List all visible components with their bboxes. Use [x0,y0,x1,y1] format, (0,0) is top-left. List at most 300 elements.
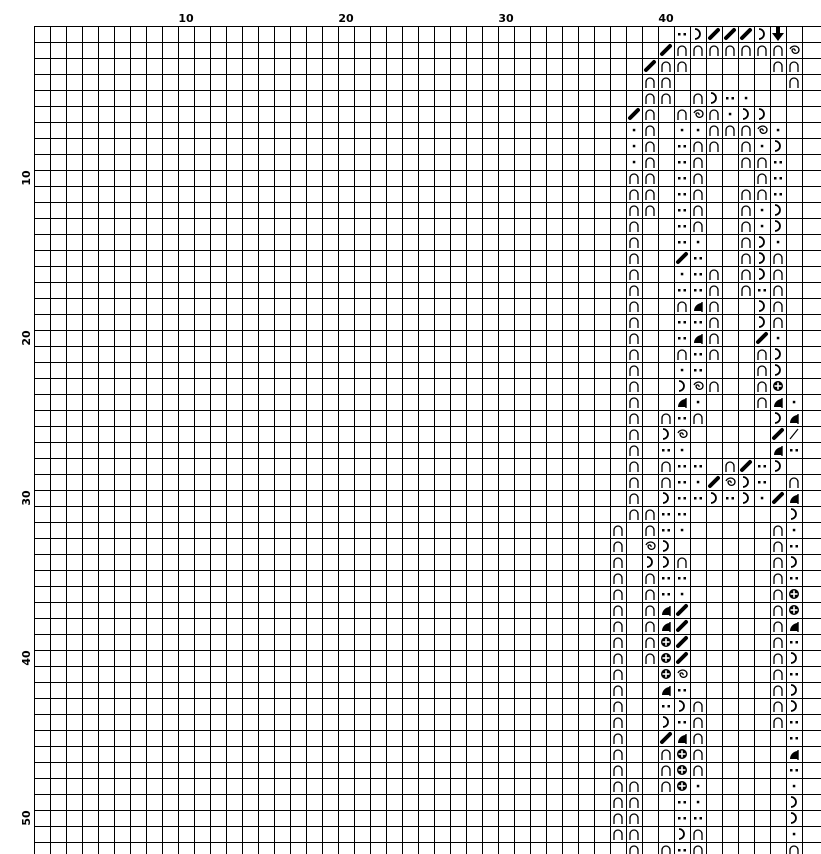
knit-arch-symbol [694,222,702,232]
knit-arch-symbol [774,62,782,72]
single-dot-symbol [761,145,764,148]
knit-arch-symbol [710,382,718,392]
knit-arch-symbol [614,622,622,632]
knit-arch-symbol [774,302,782,312]
knit-arch-symbol [662,62,670,72]
knit-arch-symbol [630,302,638,312]
row-number: 30 [20,490,33,506]
knit-arch-symbol [694,190,702,200]
knit-arch-symbol [630,510,638,520]
row-number: 50 [20,810,33,826]
circle-cross-symbol [677,781,687,791]
crescent-symbol [759,29,764,39]
single-dot-symbol [681,529,684,532]
knit-arch-symbol [694,94,702,104]
knit-arch-symbol [774,574,782,584]
knit-arch-symbol [614,542,622,552]
knit-arch-symbol [774,638,782,648]
knit-arch-symbol [614,718,622,728]
double-dot-symbol [678,337,686,340]
knit-arch-symbol [694,718,702,728]
knit-arch-symbol [630,270,638,280]
double-dot-symbol [694,289,702,292]
single-dot-symbol [697,401,700,404]
single-dot-symbol [697,785,700,788]
crescent-symbol [663,557,668,567]
crescent-symbol [647,557,652,567]
crescent-symbol [759,269,764,279]
crescent-symbol [695,29,700,39]
quarter-circle-symbol [662,622,670,632]
crescent-symbol [791,653,796,663]
circle-cross-symbol [789,589,799,599]
circle-cross-symbol [677,749,687,759]
knit-arch-symbol [614,574,622,584]
crescent-symbol [711,493,716,503]
quarter-circle-symbol [774,398,782,408]
double-dot-symbol [774,177,782,180]
row-number: 40 [20,650,33,666]
knit-arch-symbol [742,206,750,216]
knit-arch-symbol [614,590,622,600]
knit-arch-symbol [774,702,782,712]
crescent-symbol [759,301,764,311]
knit-arch-symbol [758,190,766,200]
single-dot-symbol [633,145,636,148]
knit-arch-symbol [774,590,782,600]
knit-arch-symbol [614,654,622,664]
slash-bar-symbol [774,430,782,438]
spiral-symbol [790,46,799,53]
crescent-symbol [679,701,684,711]
knit-arch-symbol [630,334,638,344]
double-dot-symbol [678,209,686,212]
double-dot-symbol [694,369,702,372]
knit-arch-symbol [774,686,782,696]
knit-arch-symbol [614,750,622,760]
quarter-circle-symbol [790,622,798,632]
knit-arch-symbol [742,190,750,200]
double-dot-symbol [678,321,686,324]
double-dot-symbol [678,817,686,820]
single-dot-symbol [777,337,780,340]
double-dot-symbol [678,225,686,228]
slash-bar-symbol [678,638,686,646]
single-dot-symbol [761,225,764,228]
knit-arch-symbol [742,286,750,296]
slash-bar-symbol [662,46,670,54]
knit-arch-symbol [774,558,782,568]
knit-arch-symbol [758,382,766,392]
single-dot-symbol [681,129,684,132]
arrow-down-icon [772,27,784,41]
knit-arch-symbol [678,302,686,312]
double-dot-symbol [758,289,766,292]
knit-arch-symbol [694,206,702,216]
double-dot-symbol [694,321,702,324]
knit-arch-symbol [774,718,782,728]
knit-arch-symbol [758,158,766,168]
knit-arch-symbol [630,206,638,216]
knit-arch-symbol [678,62,686,72]
knit-arch-symbol [646,206,654,216]
double-dot-symbol [662,513,670,516]
knit-arch-symbol [630,318,638,328]
double-dot-symbol [678,465,686,468]
knit-arch-symbol [678,350,686,360]
knit-arch-symbol [662,766,670,776]
knit-arch-symbol [630,190,638,200]
quarter-circle-symbol [662,686,670,696]
quarter-circle-symbol [678,734,686,744]
double-dot-symbol [694,273,702,276]
knit-arch-symbol [614,782,622,792]
knit-arch-symbol [726,462,734,472]
crescent-symbol [791,509,796,519]
single-dot-symbol [793,529,796,532]
crescent-symbol [759,253,764,263]
single-dot-symbol [633,129,636,132]
single-dot-symbol [793,833,796,836]
crescent-symbol [791,701,796,711]
quarter-circle-symbol [774,446,782,456]
knit-arch-symbol [790,846,798,854]
knit-arch-symbol [646,590,654,600]
crescent-symbol [775,365,780,375]
knit-arch-symbol [774,542,782,552]
knit-arch-symbol [646,126,654,136]
double-dot-symbol [678,241,686,244]
knit-arch-symbol [614,558,622,568]
crescent-symbol [791,813,796,823]
double-dot-symbol [662,593,670,596]
circle-cross-symbol [677,765,687,775]
crescent-symbol [663,493,668,503]
single-dot-symbol [681,593,684,596]
crescent-symbol [743,493,748,503]
double-dot-symbol [790,769,798,772]
knit-arch-symbol [742,158,750,168]
slash-bar-symbol [758,334,766,342]
double-dot-symbol [678,193,686,196]
column-number: 40 [658,12,674,25]
knit-arch-symbol [646,174,654,184]
knit-arch-symbol [662,750,670,760]
knit-arch-symbol [694,750,702,760]
knit-arch-symbol [774,526,782,536]
knit-arch-symbol [614,638,622,648]
knit-arch-symbol [774,622,782,632]
crescent-symbol [663,429,668,439]
knit-arch-symbol [710,302,718,312]
knit-arch-symbol [742,46,750,56]
double-dot-symbol [694,817,702,820]
double-dot-symbol [790,737,798,740]
slash-bar-symbol [742,30,750,38]
single-dot-symbol [761,497,764,500]
circle-cross-symbol [661,669,671,679]
knit-arch-symbol [630,494,638,504]
circle-cross-symbol [773,381,783,391]
slash-bar-symbol [710,478,718,486]
knit-arch-symbol [774,270,782,280]
double-dot-symbol [678,161,686,164]
single-dot-symbol [777,241,780,244]
quarter-circle-symbol [790,750,798,760]
double-dot-symbol [678,577,686,580]
column-number: 20 [338,12,354,25]
knit-arch-symbol [694,142,702,152]
knit-arch-symbol [630,782,638,792]
knit-arch-symbol [630,174,638,184]
knit-arch-symbol [710,142,718,152]
knit-arch-symbol [630,846,638,854]
double-dot-symbol [726,497,734,500]
crescent-symbol [775,221,780,231]
crescent-symbol [759,237,764,247]
single-dot-symbol [793,401,796,404]
knit-arch-symbol [678,558,686,568]
single-dot-symbol [697,129,700,132]
slash-bar-symbol [726,30,734,38]
knit-arch-symbol [646,78,654,88]
knit-arch-symbol [758,46,766,56]
knit-arch-symbol [630,286,638,296]
knit-arch-symbol [646,526,654,536]
double-dot-symbol [774,193,782,196]
spiral-symbol [726,478,735,485]
double-dot-symbol [774,161,782,164]
knit-arch-symbol [726,126,734,136]
knit-arch-symbol [694,46,702,56]
double-dot-symbol [758,481,766,484]
double-dot-symbol [678,801,686,804]
knit-arch-symbol [710,126,718,136]
knit-arch-symbol [678,110,686,120]
crescent-symbol [663,541,668,551]
knit-arch-symbol [662,78,670,88]
double-dot-symbol [662,449,670,452]
circle-cross-symbol [661,653,671,663]
knit-arch-symbol [662,94,670,104]
knit-arch-symbol [646,638,654,648]
double-dot-symbol [662,529,670,532]
knit-arch-symbol [646,622,654,632]
knit-arch-symbol [646,510,654,520]
single-dot-symbol [697,241,700,244]
double-dot-symbol [678,33,686,36]
single-dot-symbol [777,129,780,132]
knit-arch-symbol [630,798,638,808]
double-dot-symbol [662,705,670,708]
spiral-symbol [694,382,703,389]
knit-arch-symbol [630,366,638,376]
knit-arch-symbol [678,46,686,56]
slash-bar-symbol [662,734,670,742]
column-number-labels [178,12,674,25]
knit-arch-symbol [662,462,670,472]
slash-bar-symbol [630,110,638,118]
slash-bar-symbol [742,462,750,470]
quarter-circle-symbol [678,398,686,408]
knit-arch-symbol [630,222,638,232]
slash-bar-symbol [646,62,654,70]
double-dot-symbol [694,465,702,468]
double-dot-symbol [678,849,686,852]
single-dot-symbol [697,801,700,804]
knit-arch-symbol [662,478,670,488]
knit-arch-symbol [646,158,654,168]
column-number: 10 [178,12,194,25]
single-dot-symbol [681,273,684,276]
knit-arch-symbol [614,766,622,776]
double-dot-symbol [694,257,702,260]
knit-arch-symbol [646,142,654,152]
single-dot-symbol [793,785,796,788]
single-dot-symbol [633,161,636,164]
knit-arch-symbol [630,830,638,840]
double-dot-symbol [678,721,686,724]
double-dot-symbol [790,673,798,676]
knit-arch-symbol [646,110,654,120]
crescent-symbol [775,413,780,423]
slash-bar-symbol [710,30,718,38]
knit-arch-symbol [646,574,654,584]
row-number: 10 [20,170,33,186]
crescent-symbol [711,93,716,103]
double-dot-symbol [694,353,702,356]
double-dot-symbol [678,289,686,292]
knit-arch-symbol [774,46,782,56]
knit-arch-symbol [758,398,766,408]
knit-arch-symbol [662,414,670,424]
crescent-symbol [791,685,796,695]
knit-arch-symbol [614,702,622,712]
slash-bar-symbol [678,622,686,630]
knit-arch-symbol [614,526,622,536]
knit-arch-symbol [614,686,622,696]
knit-arch-symbol [630,254,638,264]
single-dot-symbol [729,113,732,116]
crescent-symbol [775,141,780,151]
knit-arch-symbol [710,350,718,360]
crescent-symbol [743,477,748,487]
knit-arch-symbol [710,318,718,328]
knit-arch-symbol [742,142,750,152]
double-dot-symbol [758,465,766,468]
double-dot-symbol [790,545,798,548]
knit-arch-symbol [758,174,766,184]
double-dot-symbol [678,177,686,180]
row-number: 20 [20,330,33,346]
column-number: 30 [498,12,514,25]
crescent-symbol [791,797,796,807]
crescent-symbol [775,461,780,471]
start-marker [772,27,784,41]
double-dot-symbol [678,513,686,516]
double-dot-symbol [662,577,670,580]
double-dot-symbol [790,721,798,724]
knit-arch-symbol [662,782,670,792]
knit-arch-symbol [694,734,702,744]
knit-arch-symbol [694,830,702,840]
knit-arch-symbol [630,446,638,456]
knit-arch-symbol [758,366,766,376]
knit-arch-symbol [774,254,782,264]
double-dot-symbol [678,481,686,484]
crescent-symbol [775,349,780,359]
knit-arch-symbol [774,318,782,328]
knit-arch-symbol [630,238,638,248]
knit-arch-symbol [630,350,638,360]
knit-arch-symbol [630,382,638,392]
knit-arch-symbol [774,654,782,664]
knit-arch-symbol [742,222,750,232]
knit-arch-symbol [614,670,622,680]
knit-arch-symbol [614,814,622,824]
knit-arch-symbol [710,270,718,280]
knit-arch-symbol [790,62,798,72]
knit-arch-symbol [630,398,638,408]
knit-arch-symbol [662,846,670,854]
knit-arch-symbol [646,94,654,104]
double-dot-symbol [726,97,734,100]
crescent-symbol [759,109,764,119]
knit-arch-symbol [774,670,782,680]
knit-arch-symbol [774,286,782,296]
knit-arch-symbol [630,814,638,824]
knit-arch-symbol [726,46,734,56]
crescent-symbol [791,557,796,567]
single-dot-symbol [697,481,700,484]
knit-arch-symbol [646,654,654,664]
knit-arch-symbol [630,478,638,488]
crescent-symbol [759,317,764,327]
knit-arch-symbol [614,830,622,840]
spiral-symbol [678,430,687,437]
quarter-circle-symbol [694,334,702,344]
single-dot-symbol [681,449,684,452]
knit-arch-symbol [614,734,622,744]
knit-arch-symbol [790,78,798,88]
knit-arch-symbol [758,350,766,360]
knit-arch-symbol [742,270,750,280]
slash-bar-symbol [678,254,686,262]
double-dot-symbol [678,497,686,500]
double-dot-symbol [790,641,798,644]
knit-arch-symbol [694,174,702,184]
knit-arch-symbol [694,702,702,712]
slash-bar-symbol [678,654,686,662]
knit-arch-symbol [774,606,782,616]
knit-arch-symbol [710,110,718,120]
crescent-symbol [743,109,748,119]
single-dot-symbol [745,97,748,100]
knit-arch-symbol [630,414,638,424]
crescent-symbol [679,381,684,391]
quarter-circle-symbol [694,302,702,312]
double-dot-symbol [790,577,798,580]
thin-diagonal-symbol [790,429,798,439]
knit-arch-symbol [630,462,638,472]
spiral-symbol [646,542,655,549]
spiral-symbol [694,110,703,117]
knit-arch-symbol [614,606,622,616]
double-dot-symbol [678,145,686,148]
knit-arch-symbol [630,430,638,440]
knit-arch-symbol [742,238,750,248]
knit-arch-symbol [694,846,702,854]
